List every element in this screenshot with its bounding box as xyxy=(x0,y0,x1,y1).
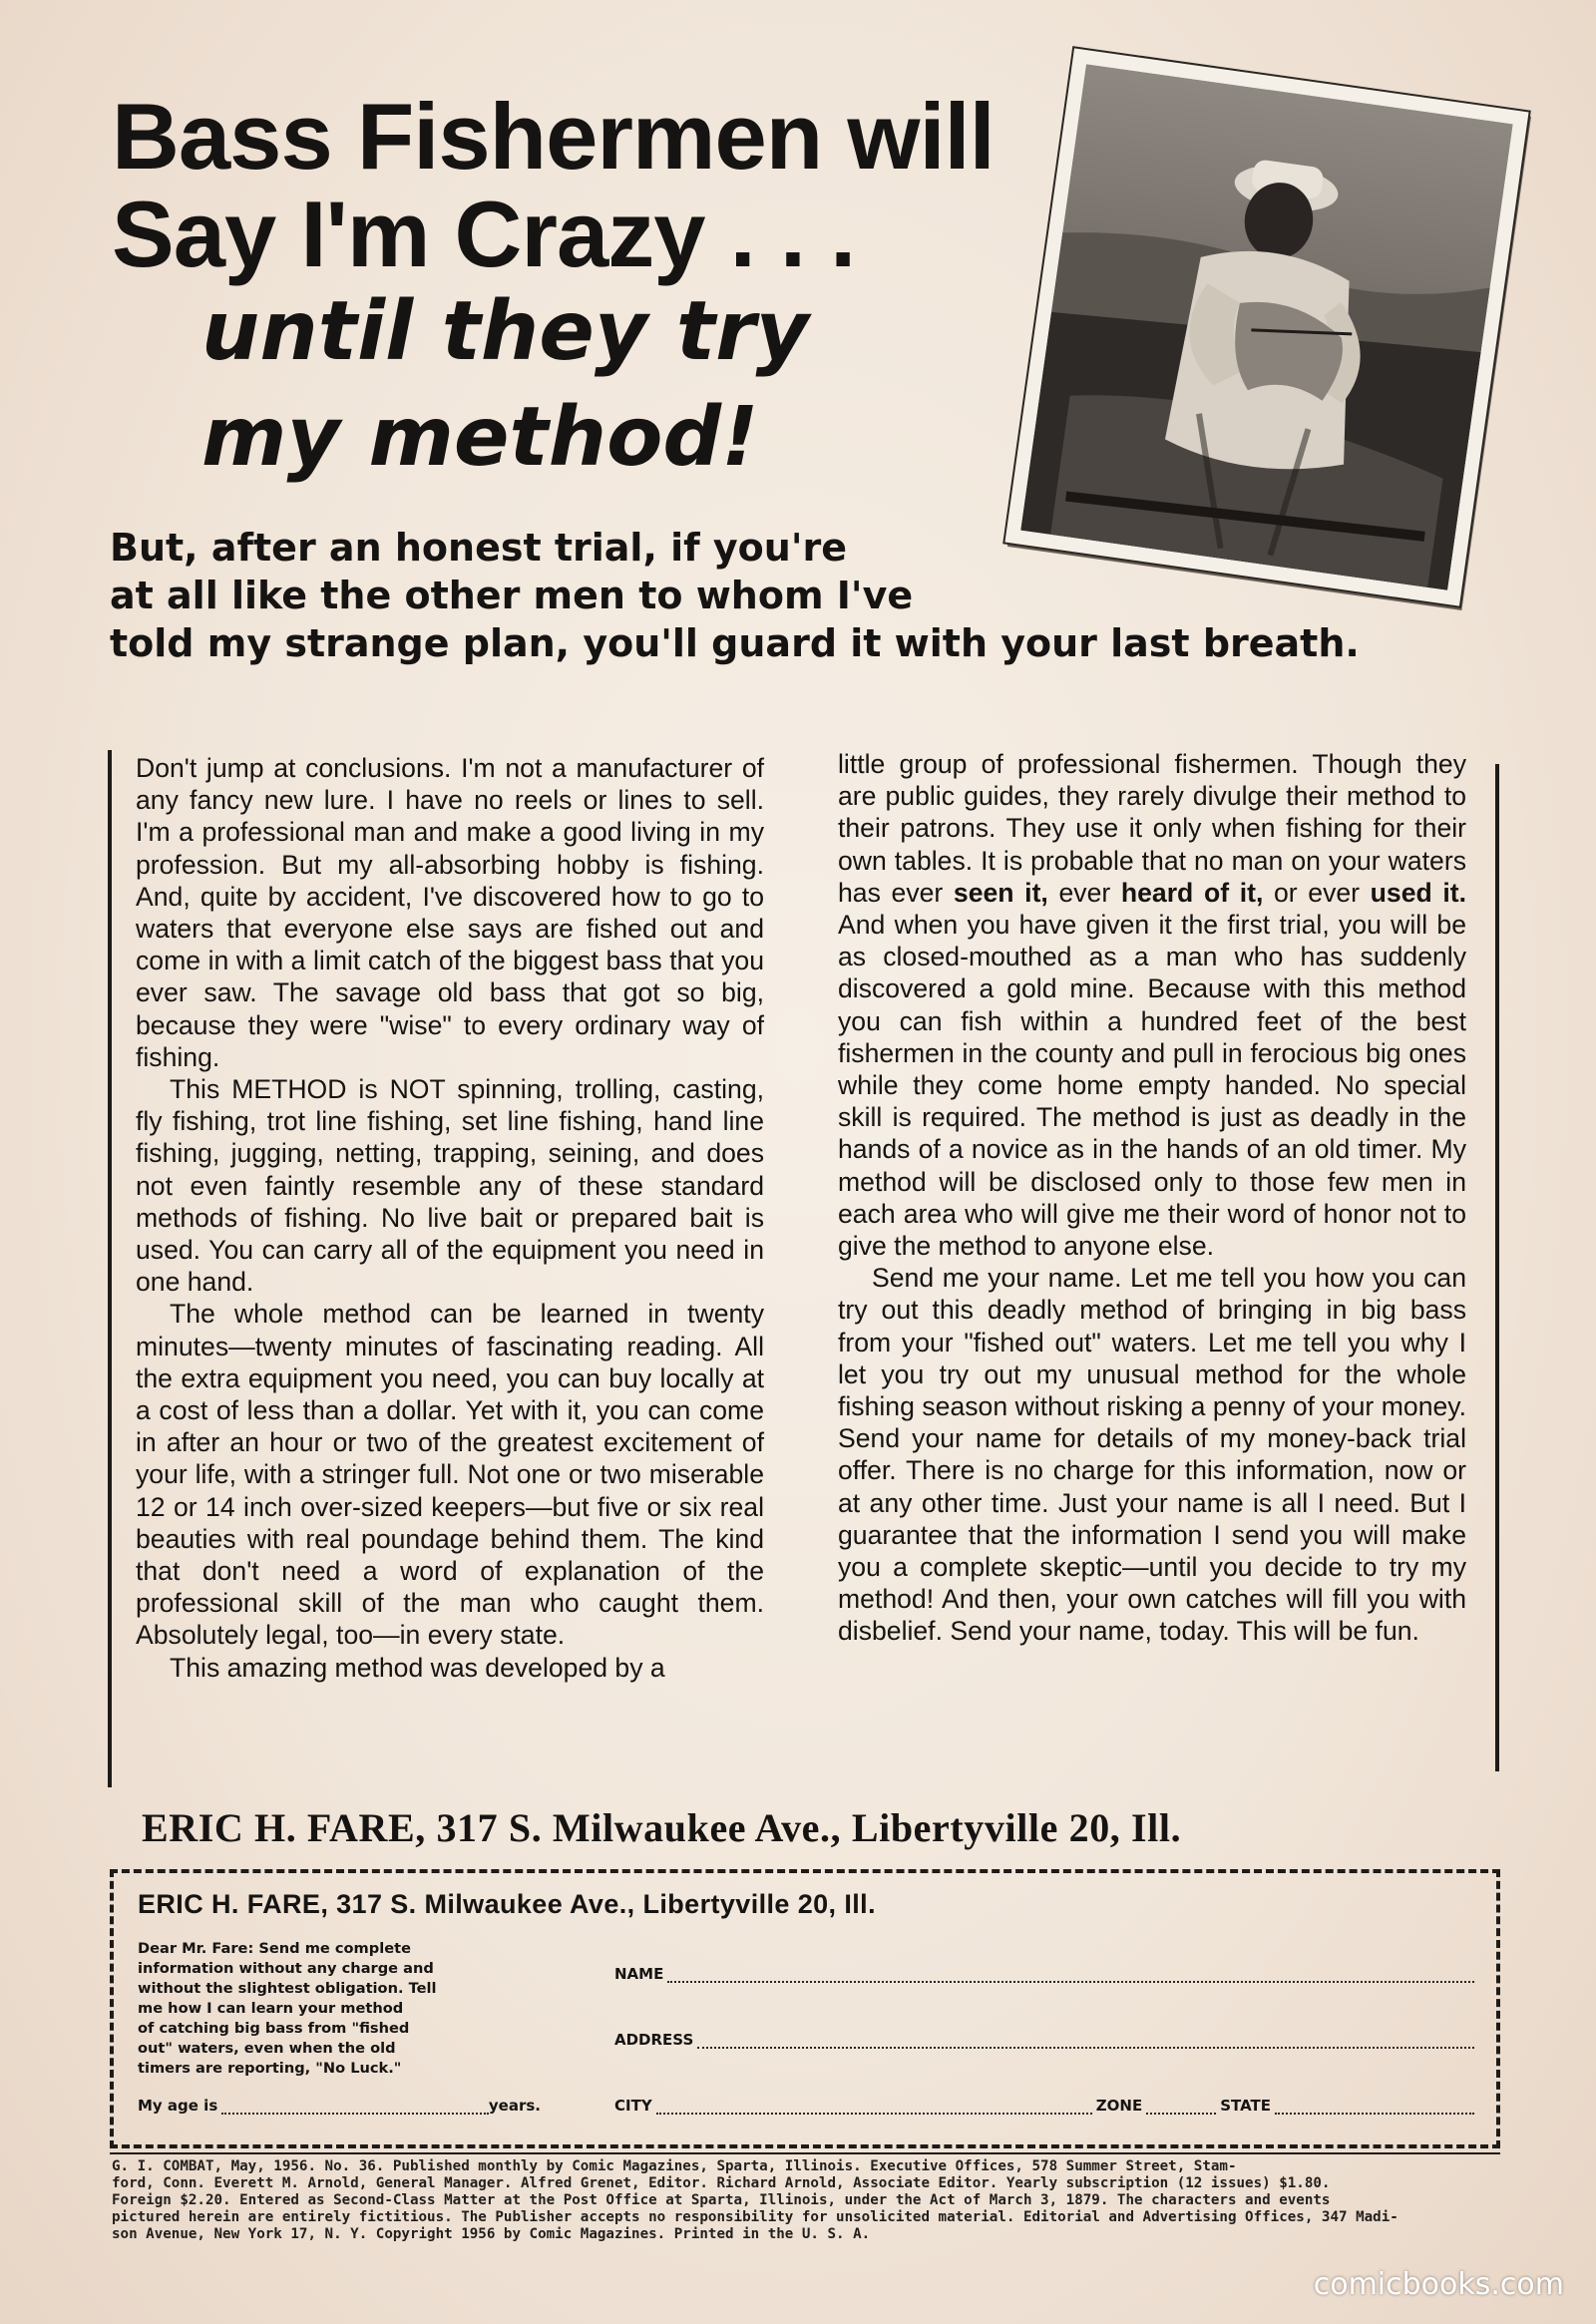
coupon-text-line: of catching big bass from "fished xyxy=(138,2020,410,2037)
address-field[interactable] xyxy=(614,2031,1474,2049)
coupon-text-line: without the slightest obligation. Tell xyxy=(138,1980,437,1997)
city-blank[interactable] xyxy=(656,2099,1092,2115)
address-blank[interactable] xyxy=(697,2033,1474,2049)
subhead-line-2: at all like the other men to whom I've xyxy=(110,574,914,617)
body-paragraph: This METHOD is NOT spinning, trolling, casting, fly fishing, trot line fishing, set line fishing, hand line fishing, jugging, netting, trapping, seining, and does not even faintly resemble any of these standard methods of fishing. No live bait or prepared bait is used. You can carry all of the equipment you need in one hand. xyxy=(136,1074,764,1298)
subhead-line-3: told my strange plan, you'll guard it with your last breath. xyxy=(110,621,1360,665)
coupon-text-line: Dear Mr. Fare: Send me complete xyxy=(138,1940,411,1957)
body-paragraph: Send me your name. Let me tell you how you can try out this deadly method of bringing in big bass from your "fished out" waters. Let me tell you why I let you try out my unusual method for the whole fishing season without risking a penny of your money. Send your name for details of my money-back trial offer. There is no charge for this information, now or at any other time. Just your name is all I need. But I guarantee that the information I send you will make you a complete skeptic—until you decide to try my method! And then, your own catches will fill you with disbelief. Send your name, today. This will be fun. xyxy=(838,1263,1466,1647)
coupon-text-line: information without any charge and xyxy=(138,1960,434,1977)
body-text: or ever xyxy=(1263,877,1371,908)
emphasis-text: heard of it, xyxy=(1120,877,1264,908)
fisherman-photo xyxy=(1004,48,1528,605)
left-vertical-rule xyxy=(108,750,112,1787)
body-paragraph xyxy=(838,748,1466,1262)
name-field[interactable] xyxy=(614,1965,1474,1983)
age-blank[interactable] xyxy=(221,2099,489,2115)
state-label: STATE xyxy=(1220,2097,1271,2115)
publication-indicia xyxy=(112,2158,1500,2243)
headline xyxy=(112,84,1009,491)
body-paragraph: Don't jump at conclusions. I'm not a manufacturer of any fancy new lure. I have no reels or lines to sell. I'm a professional man and make a good living in my profession. But my all-absorbing hobby is fishing. And, quite by accident, I've discovered how to go to waters that everyone else says are fished out and come in with a limit catch of the biggest bass that you ever saw. The savage old bass that got so big, because they were "wise" to every ordinary way of fishing. xyxy=(136,753,764,1072)
address-label: ADDRESS xyxy=(614,2031,694,2049)
advertiser-address: ERIC H. FARE, 317 S. Milwaukee Ave., Libertyville 20, Ill. xyxy=(142,1805,1182,1850)
headline-line-1: Bass Fishermen will xyxy=(112,84,995,189)
indicia-line: ford, Conn. Everett M. Arnold, General Manager. Alfred Grenet, Editor. Richard Arnold, Associate Editor. Yearly subscription (12 issues) $1.80. xyxy=(112,2175,1331,2191)
zone-blank[interactable] xyxy=(1146,2099,1216,2115)
right-vertical-rule xyxy=(1495,764,1499,1771)
age-label: My age is xyxy=(138,2097,218,2115)
coupon-text-line: me how I can learn your method xyxy=(138,2000,404,2017)
subheadline xyxy=(110,524,1506,667)
indicia-line: son Avenue, New York 17, N. Y. Copyright 1956 by Comic Magazines. Printed in the U. S. A. xyxy=(112,2226,871,2242)
coupon-text-line: timers are reporting, "No Luck." xyxy=(138,2060,402,2077)
indicia-line: Foreign $2.20. Entered as Second-Class Matter at the Post Office at Sparta, Illinois, under the Act of March 3, 1879. The characters and events xyxy=(112,2192,1331,2208)
body-paragraph: This amazing method was developed by a xyxy=(170,1652,665,1683)
site-watermark: comicbooks.com xyxy=(1313,2267,1564,2302)
city-zone-state-field[interactable] xyxy=(614,2097,1474,2115)
coupon-title: ERIC H. FARE, 317 S. Milwaukee Ave., Libertyville 20, Ill. xyxy=(138,1889,876,1919)
coupon-text-line: out" waters, even when the old xyxy=(138,2040,396,2057)
headline-line-3: until they try xyxy=(201,284,809,379)
indicia-line: G. I. COMBAT, May, 1956. No. 36. Published monthly by Comic Magazines, Sparta, Illinois. Executive Offices, 578 Summer Street, Stam- xyxy=(112,2158,1237,2174)
name-blank[interactable] xyxy=(667,1967,1474,1983)
fine-print-divider xyxy=(110,2152,1500,2154)
body-text: little group of professional fishermen. Though they are public guides, they rarely divulge their method to their patrons. They use it only when fishing for their own tables. It is probable that no man on your waters has ever xyxy=(838,749,1466,908)
indicia-line: pictured herein are entirely fictitious. The Publisher accepts no responsibility for unsolicited material. Editorial and Advertising Offices, 347 Madi- xyxy=(112,2209,1398,2225)
body-copy xyxy=(108,750,1499,1787)
body-text: And when you have given it the first trial, you will be as closed-mouthed as a man who has suddenly discovered a gold mine. Because with this method you can fish within a hundred feet of the best fishermen in the county and pull in ferocious big ones while they come home empty handed. No special skill is required. The method is just as deadly in the hands of a novice as in the hands of an old timer. My method will be disclosed only to those few men in each area who will give me their word of honor not to give the method to anyone else. xyxy=(838,910,1466,1262)
body-paragraph: The whole method can be learned in twenty minutes—twenty minutes of fascinating reading. All the extra equipment you need, you can buy locally at a cost of less than a dollar. Yet with it, you can come in after an hour or two of the greatest excitement of your life, with a stringer full. Not one or two miserable 12 or 14 inch over-sized keepers—but five or six real beauties with real poundage behind them. The kind that don't need a word of explanation of the professional skill of the man who caught them. Absolutely legal, too—in every state. xyxy=(136,1299,764,1651)
headline-line-4: my method! xyxy=(201,390,759,485)
headline-line-2: Say I'm Crazy . . . xyxy=(112,182,856,286)
body-column-right xyxy=(838,748,1466,1648)
age-field[interactable] xyxy=(138,2097,541,2115)
mail-coupon xyxy=(110,1869,1500,2148)
body-text: ever xyxy=(1047,877,1121,908)
emphasis-text: seen it, xyxy=(953,877,1048,908)
name-label: NAME xyxy=(614,1965,664,1983)
fisherman-photo-icon xyxy=(1020,64,1512,590)
zone-label: ZONE xyxy=(1095,2097,1143,2115)
emphasis-text: used it. xyxy=(1370,877,1467,908)
state-blank[interactable] xyxy=(1275,2099,1474,2115)
city-label: CITY xyxy=(614,2097,652,2115)
coupon-request-text xyxy=(138,1939,537,2079)
subhead-line-1: But, after an honest trial, if you're xyxy=(110,526,847,570)
years-label: years. xyxy=(488,2097,541,2115)
body-column-left xyxy=(136,752,764,1684)
